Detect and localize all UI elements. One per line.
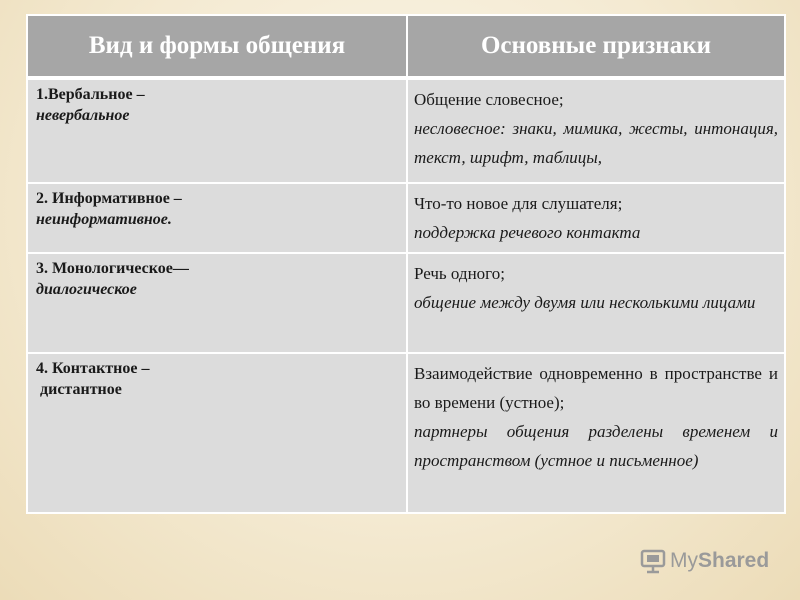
cell-type — [27, 78, 407, 183]
brand-suffix: Shared — [698, 549, 770, 572]
feature-main: Речь одного; — [414, 264, 505, 283]
header-types: Вид и формы общения — [27, 15, 407, 78]
type-opposite: неинформативное. — [36, 211, 172, 228]
type-opposite: дистантное — [40, 381, 122, 398]
cell-features — [407, 253, 785, 353]
table-row — [27, 353, 785, 513]
feature-main: Взаимодействие одновременно в пространстве и во времени (устное); — [414, 364, 778, 412]
feature-main: Что-то новое для слушателя; — [414, 194, 623, 213]
feature-opposite: несловесное: знаки, мимика, жесты, интонация, текст, шрифт, таблицы, — [414, 119, 778, 167]
feature-opposite: общение между двумя или несколькими лицами — [414, 293, 756, 312]
cell-type — [27, 353, 407, 513]
presentation-icon — [640, 548, 666, 574]
type-name: 4. Контактное – — [36, 360, 150, 377]
feature-opposite: поддержка речевого контакта — [414, 223, 641, 242]
table-row — [27, 183, 785, 253]
type-name: 3. Монологическое— — [36, 260, 189, 277]
header-features: Основные признаки — [407, 15, 785, 78]
table-row — [27, 253, 785, 353]
type-opposite: диалогическое — [36, 281, 137, 298]
cell-features — [407, 78, 785, 183]
table-row — [27, 78, 785, 183]
cell-features — [407, 353, 785, 513]
cell-type — [27, 183, 407, 253]
feature-opposite: партнеры общения разделены временем и пространством (устное и письменное) — [414, 422, 778, 470]
comparison-table — [26, 14, 786, 514]
type-opposite: невербальное — [36, 107, 130, 124]
cell-type — [27, 253, 407, 353]
feature-main: Общение словесное; — [414, 90, 564, 109]
brand-prefix: My — [670, 549, 698, 572]
type-name: 2. Информативное – — [36, 190, 182, 207]
cell-features — [407, 183, 785, 253]
myshared-watermark — [640, 548, 769, 574]
table-header-row — [27, 15, 785, 78]
type-name: 1.Вербальное – — [36, 86, 145, 103]
